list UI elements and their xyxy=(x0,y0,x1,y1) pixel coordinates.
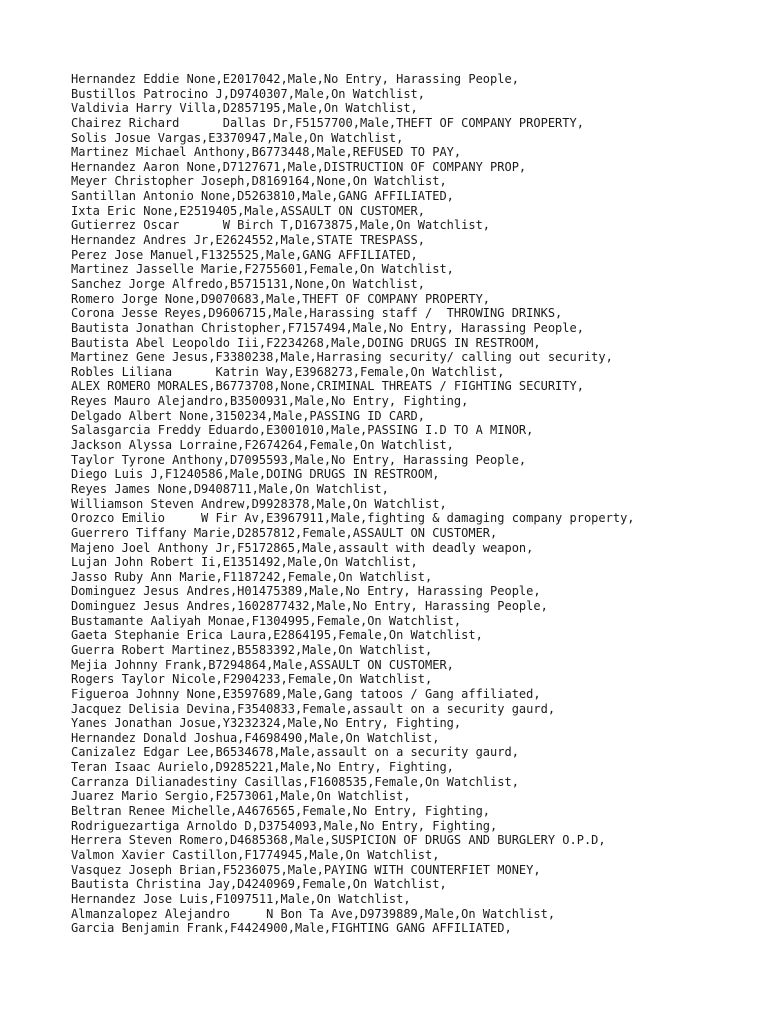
text-line: Bautista Christina Jay,D4240969,Female,On Watchlist, xyxy=(71,877,447,892)
text-line: Bautista Abel Leopoldo Iii,F2234268,Male,DOING DRUGS IN RESTROOM, xyxy=(71,335,541,350)
text-line: Hernandez Andres Jr,E2624552,Male,STATE TRESPASS, xyxy=(71,233,426,248)
text-line: Carranza Dilianadestiny Casillas,F1608535,Female,On Watchlist, xyxy=(71,774,519,789)
text-line: Martinez Gene Jesus,F3380238,Male,Harrasing security/ calling out security, xyxy=(71,350,613,365)
text-line: Salasgarcia Freddy Eduardo,E3001010,Male,PASSING I.D TO A MINOR, xyxy=(71,423,534,438)
text-line: Ixta Eric None,E2519405,Male,ASSAULT ON CUSTOMER, xyxy=(71,203,426,218)
text-line: Valdivia Harry Villa,D2857195,Male,On Watchlist, xyxy=(71,101,418,116)
text-line: Majeno Joel Anthony Jr,F5172865,Male,assault with deadly weapon, xyxy=(71,540,534,555)
text-line: Gutierrez Oscar W Birch T,D1673875,Male,On Watchlist, xyxy=(71,218,491,233)
text-line: Guerra Robert Martinez,B5583392,Male,On Watchlist, xyxy=(71,642,433,657)
text-line: Lujan John Robert Ii,E1351492,Male,On Watchlist, xyxy=(71,555,418,570)
text-line: Delgado Albert None,3150234,Male,PASSING ID CARD, xyxy=(71,408,426,423)
text-line: Romero Jorge None,D9070683,Male,THEFT OF COMPANY PROPERTY, xyxy=(71,291,491,306)
text-line: Teran Isaac Aurielo,D9285221,Male,No Entry, Fighting, xyxy=(71,760,454,775)
text-line: Canizalez Edgar Lee,B6534678,Male,assault on a security gaurd, xyxy=(71,745,519,760)
text-line: Bustillos Patrocino J,D9740307,Male,On Watchlist, xyxy=(71,86,426,101)
text-line: Juarez Mario Sergio,F2573061,Male,On Watchlist, xyxy=(71,789,411,804)
text-line: Guerrero Tiffany Marie,D2857812,Female,ASSAULT ON CUSTOMER, xyxy=(71,525,498,540)
text-line: Almanzalopez Alejandro N Bon Ta Ave,D9739889,Male,On Watchlist, xyxy=(71,906,556,921)
text-line: Meyer Christopher Joseph,D8169164,None,On Watchlist, xyxy=(71,174,447,189)
text-line: Reyes Mauro Alejandro,B3500931,Male,No Entry, Fighting, xyxy=(71,394,469,409)
text-line: Sanchez Jorge Alfredo,B5715131,None,On Watchlist, xyxy=(71,276,426,291)
text-line: Beltran Renee Michelle,A4676565,Female,No Entry, Fighting, xyxy=(71,804,491,819)
text-line: Yanes Jonathan Josue,Y3232324,Male,No Entry, Fighting, xyxy=(71,716,462,731)
text-line: Diego Luis J,F1240586,Male,DOING DRUGS IN RESTROOM, xyxy=(71,467,440,482)
text-line: Dominguez Jesus Andres,H01475389,Male,No Entry, Harassing People, xyxy=(71,584,541,599)
document-page xyxy=(71,72,761,936)
text-line: Martinez Jasselle Marie,F2755601,Female,On Watchlist, xyxy=(71,262,454,277)
text-line: Jackson Alyssa Lorraine,F2674264,Female,On Watchlist, xyxy=(71,438,454,453)
text-line: Santillan Antonio None,D5263810,Male,GANG AFFILIATED, xyxy=(71,189,454,204)
text-line: Valmon Xavier Castillon,F1774945,Male,On Watchlist, xyxy=(71,847,440,862)
text-line: Jasso Ruby Ann Marie,F1187242,Female,On Watchlist, xyxy=(71,569,433,584)
text-line: Bautista Jonathan Christopher,F7157494,Male,No Entry, Harassing People, xyxy=(71,320,584,335)
text-line: Orozco Emilio W Fir Av,E3967911,Male,fighting & damaging company property, xyxy=(71,511,635,526)
text-line: Solis Josue Vargas,E3370947,Male,On Watchlist, xyxy=(71,130,404,145)
text-line: Rodriguezartiga Arnoldo D,D3754093,Male,No Entry, Fighting, xyxy=(71,818,498,833)
text-line: Garcia Benjamin Frank,F4424900,Male,FIGHTING GANG AFFILIATED, xyxy=(71,921,512,936)
text-line: ALEX ROMERO MORALES,B6773708,None,CRIMINAL THREATS / FIGHTING SECURITY, xyxy=(71,379,584,394)
text-line: Hernandez Donald Joshua,F4698490,Male,On Watchlist, xyxy=(71,730,440,745)
text-line: Rogers Taylor Nicole,F2904233,Female,On Watchlist, xyxy=(71,672,433,687)
text-line: Hernandez Aaron None,D7127671,Male,DISTRUCTION OF COMPANY PROP, xyxy=(71,159,527,174)
text-line: Figueroa Johnny None,E3597689,Male,Gang tatoos / Gang affiliated, xyxy=(71,686,541,701)
text-line: Dominguez Jesus Andres,1602877432,Male,No Entry, Harassing People, xyxy=(71,599,548,614)
text-line: Robles Liliana Katrin Way,E3968273,Female,On Watchlist, xyxy=(71,364,505,379)
text-line: Taylor Tyrone Anthony,D7095593,Male,No Entry, Harassing People, xyxy=(71,452,527,467)
text-line: Reyes James None,D9408711,Male,On Watchlist, xyxy=(71,481,389,496)
text-line: Jacquez Delisia Devina,F3540833,Female,assault on a security gaurd, xyxy=(71,701,556,716)
text-line: Perez Jose Manuel,F1325525,Male,GANG AFFILIATED, xyxy=(71,247,418,262)
text-line: Williamson Steven Andrew,D9928378,Male,On Watchlist, xyxy=(71,496,447,511)
text-line: Mejia Johnny Frank,B7294864,Male,ASSAULT ON CUSTOMER, xyxy=(71,657,454,672)
text-line: Vasquez Joseph Brian,F5236075,Male,PAYING WITH COUNTERFIET MONEY, xyxy=(71,862,541,877)
text-line: Bustamante Aaliyah Monae,F1304995,Female,On Watchlist, xyxy=(71,613,462,628)
text-line: Martinez Michael Anthony,B6773448,Male,REFUSED TO PAY, xyxy=(71,145,462,160)
text-line: Hernandez Jose Luis,F1097511,Male,On Watchlist, xyxy=(71,891,411,906)
text-line: Herrera Steven Romero,D4685368,Male,SUSPICION OF DRUGS AND BURGLERY O.P.D, xyxy=(71,833,606,848)
text-line: Corona Jesse Reyes,D9606715,Male,Harassing staff / THROWING DRINKS, xyxy=(71,306,563,321)
text-line: Chairez Richard Dallas Dr,F5157700,Male,THEFT OF COMPANY PROPERTY, xyxy=(71,115,584,130)
text-line: Hernandez Eddie None,E2017042,Male,No Entry, Harassing People, xyxy=(71,72,519,86)
text-line: Gaeta Stephanie Erica Laura,E2864195,Female,On Watchlist, xyxy=(71,628,483,643)
